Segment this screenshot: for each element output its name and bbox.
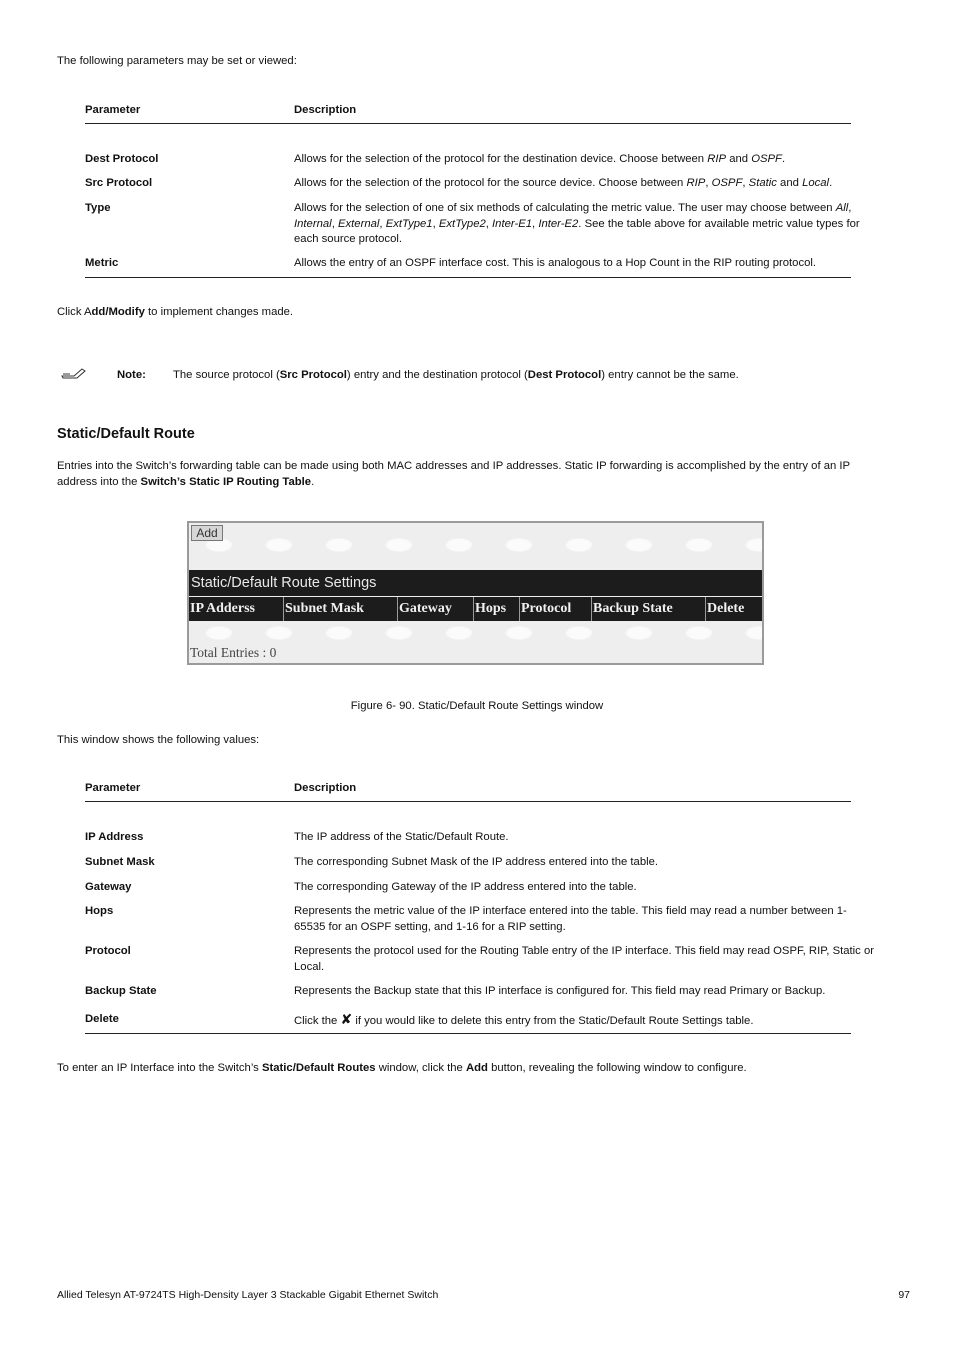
table-bottom-rule <box>85 1033 851 1034</box>
row-description: The IP address of the Static/Default Route. <box>294 831 509 843</box>
row-parameter: IP Address <box>85 831 144 843</box>
column-subnet-mask: Subnet Mask <box>284 597 398 621</box>
closing-paragraph: To enter an IP Interface into the Switch’s Static/Default Routes window, click the Add button, revealing the following window to configure. <box>57 1062 747 1074</box>
header-parameter: Parameter <box>85 782 141 794</box>
row-parameter: Delete <box>85 1013 119 1025</box>
row-parameter: Protocol <box>85 945 131 957</box>
table-header <box>85 103 851 124</box>
column-hops: Hops <box>474 597 520 621</box>
page-number: 97 <box>898 1289 910 1301</box>
table-header <box>85 781 851 802</box>
row-parameter: Subnet Mask <box>85 856 155 868</box>
window-values-intro: This window shows the following values: <box>57 734 260 746</box>
settings-column-headers <box>189 597 762 621</box>
column-gateway: Gateway <box>398 597 474 621</box>
row-description: Click the ✘ if you would like to delete this entry from the Static/Default Route Settings table. <box>294 1011 754 1027</box>
row-description: Allows for the selection of the protocol for the source device. Choose between RIP, OSPF, Static and Local. <box>294 177 833 189</box>
section-paragraph: Entries into the Switch’s forwarding table can be made using both MAC addresses and IP addresses. Static IP forwarding is accomplished by the entry of an IP address into the Switch’s Static IP Routing Table. <box>57 460 850 488</box>
column-ip-address: IP Adderss <box>189 597 284 621</box>
parameter-table-2 <box>85 781 875 1027</box>
row-parameter: Gateway <box>85 881 132 893</box>
parameter-table-1 <box>85 103 860 269</box>
row-parameter: Dest Protocol <box>85 153 159 165</box>
column-backup-state: Backup State <box>592 597 706 621</box>
click-add-instruction: Click Add/Modify to implement changes made. <box>57 306 294 318</box>
figure-caption: Figure 6- 90. Static/Default Route Settings window <box>350 700 604 712</box>
column-delete: Delete <box>707 601 745 616</box>
static-default-route-screenshot <box>187 521 764 665</box>
row-description: Represents the Backup state that this IP interface is configured for. This field may read Primary or Backup. <box>294 985 826 997</box>
row-description: Allows for the selection of the protocol for the destination device. Choose between RIP and OSPF. <box>294 153 786 165</box>
add-button[interactable]: Add <box>191 525 223 541</box>
row-parameter: Src Protocol <box>85 177 153 189</box>
row-parameter: Type <box>85 202 111 214</box>
intro-text: The following parameters may be set or viewed: <box>57 55 297 67</box>
row-description: Allows for the selection of one of six methods of calculating the metric value. The user may choose between All, Internal, External, ExtType1, ExtType2, Inter-E1, Inter-E2. See the table above for available metric value types for each source protocol. <box>294 202 860 245</box>
pencil-note-icon <box>60 366 88 380</box>
row-description: Represents the protocol used for the Routing Table entry of the IP interface. This field may read OSPF, RIP, Static or Local. <box>294 945 875 973</box>
header-description: Description <box>294 782 357 794</box>
row-description: The corresponding Gateway of the IP address entered into the table. <box>294 881 637 893</box>
total-entries: Total Entries : 0 <box>190 645 277 660</box>
row-parameter: Metric <box>85 257 119 269</box>
header-description: Description <box>294 104 357 116</box>
row-description: Represents the metric value of the IP interface entered into the table. This field may read a number between 1-65535 for an OSPF setting, and 1-16 for a RIP setting. <box>294 905 847 933</box>
settings-title: Static/Default Route Settings <box>189 570 762 596</box>
row-description: Allows the entry of an OSPF interface cost. This is analogous to a Hop Count in the RIP routing protocol. <box>294 257 817 269</box>
row-description: The corresponding Subnet Mask of the IP address entered into the table. <box>294 856 659 868</box>
header-parameter: Parameter <box>85 104 141 116</box>
footer-product-name: Allied Telesyn AT-9724TS High-Density Layer 3 Stackable Gigabit Ethernet Switch <box>57 1289 439 1301</box>
column-protocol: Protocol <box>520 597 592 621</box>
table-bottom-rule <box>85 277 851 278</box>
note-text: The source protocol (Src Protocol) entry and the destination protocol (Dest Protocol) entry cannot be the same. <box>173 369 739 381</box>
note-label: Note: <box>117 369 146 381</box>
row-parameter: Backup State <box>85 985 157 997</box>
row-parameter: Hops <box>85 905 114 917</box>
section-title: Static/Default Route <box>57 426 195 442</box>
